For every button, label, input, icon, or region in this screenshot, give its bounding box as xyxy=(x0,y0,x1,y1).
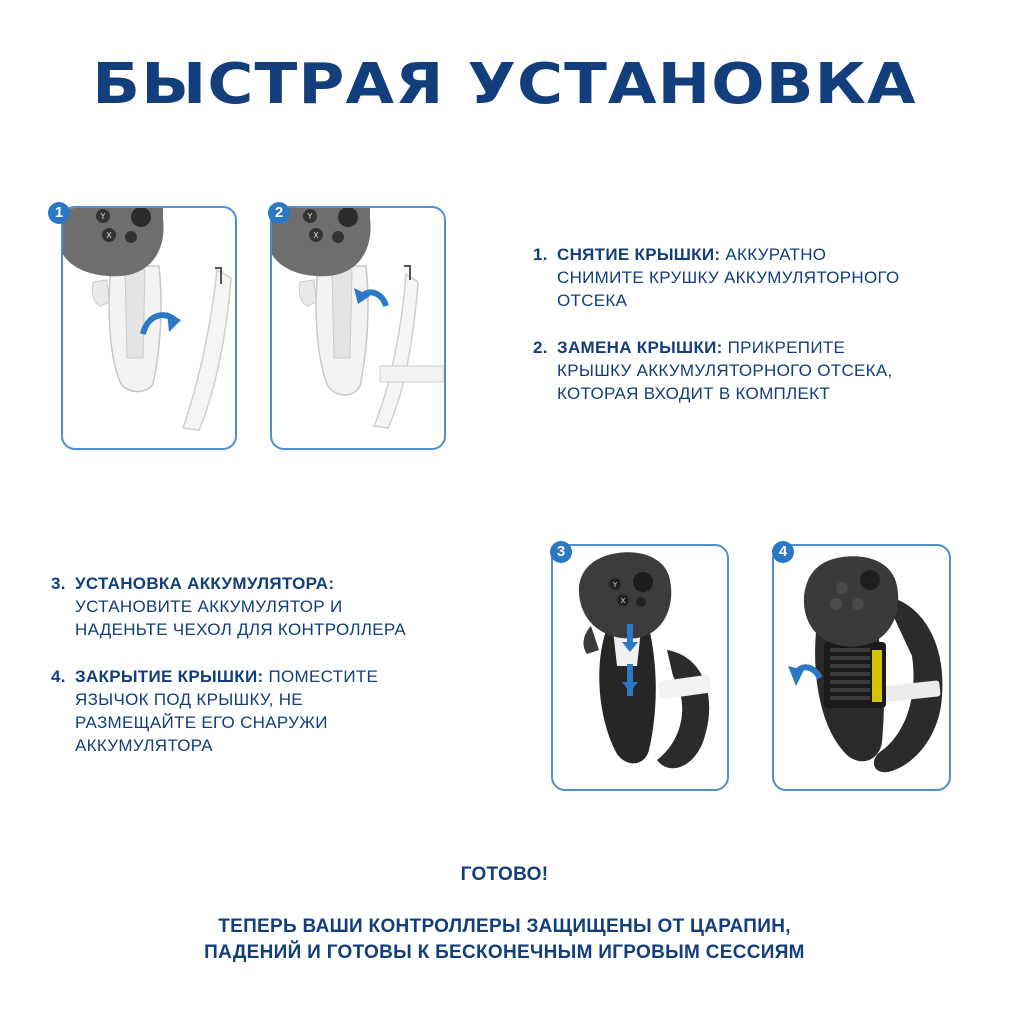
step-1-title: СНЯТИЕ КРЫШКИ: xyxy=(557,245,721,264)
svg-text:X: X xyxy=(313,231,319,240)
step-4-image-panel xyxy=(772,544,951,791)
svg-text:Y: Y xyxy=(100,212,106,221)
step-3-title: УСТАНОВКА АККУМУЛЯТОРА: xyxy=(75,574,335,593)
step-1-number: 1. xyxy=(533,245,548,264)
step-4-line: АККУМУЛЯТОРА xyxy=(75,736,213,755)
step-4-badge: 4 xyxy=(772,541,794,563)
step-3-number: 3. xyxy=(51,574,66,593)
step-4-line: ПОМЕСТИТЕ xyxy=(268,667,379,686)
step-2-line: КОТОРАЯ ВХОДИТ В КОМПЛЕКТ xyxy=(557,384,831,403)
step-2-line: КРЫШКУ АККУМУЛЯТОРНОГО ОТСЕКА, xyxy=(557,361,893,380)
step-4-text xyxy=(51,665,471,757)
step-2-badge: 2 xyxy=(268,202,290,224)
page-title: БЫСТРАЯ УСТАНОВКА xyxy=(92,52,917,117)
step-2-number: 2. xyxy=(533,338,548,357)
controller-black-battery-close-icon xyxy=(774,546,949,789)
step-1-badge: 1 xyxy=(48,202,70,224)
step-3-badge: 3 xyxy=(550,541,572,563)
step-3-line: НАДЕНЬТЕ ЧЕХОЛ ДЛЯ КОНТРОЛЛЕРА xyxy=(75,620,407,639)
step-4-line: ЯЗЫЧОК ПОД КРЫШКУ, НЕ xyxy=(75,690,303,709)
step-3-text xyxy=(51,572,471,641)
step-2-text xyxy=(533,336,973,405)
step-2-title: ЗАМЕНА КРЫШКИ: xyxy=(557,338,723,357)
step-1-text xyxy=(533,243,973,312)
step-4-line: РАЗМЕЩАЙТЕ ЕГО СНАРУЖИ xyxy=(75,713,328,732)
controller-attach-white-cover-icon xyxy=(272,208,444,448)
instructions-steps-3-4 xyxy=(51,572,471,781)
step-1-image-panel xyxy=(61,206,237,450)
step-2-line: ПРИКРЕПИТЕ xyxy=(727,338,846,357)
step-4-number: 4. xyxy=(51,667,66,686)
footer-line-2: ПАДЕНИЙ И ГОТОВЫ К БЕСКОНЕЧНЫМ ИГРОВЫМ СЕССИЯМ xyxy=(204,942,805,963)
step-4-title: ЗАКРЫТИЕ КРЫШКИ: xyxy=(75,667,264,686)
footer-line-1: ТЕПЕРЬ ВАШИ КОНТРОЛЛЕРЫ ЗАЩИЩЕНЫ ОТ ЦАРАПИН, xyxy=(218,916,791,937)
svg-text:X: X xyxy=(106,231,112,240)
svg-text:Y: Y xyxy=(307,212,313,221)
done-heading: ГОТОВО! xyxy=(460,864,549,885)
step-3-image-panel xyxy=(551,544,729,791)
step-1-line: ОТСЕКА xyxy=(557,291,628,310)
svg-text:X: X xyxy=(620,597,626,605)
svg-text:Y: Y xyxy=(612,581,618,589)
step-1-line: СНИМИТЕ КРУШКУ АККУМУЛЯТОРНОГО xyxy=(557,268,900,287)
instructions-steps-1-2 xyxy=(533,243,973,429)
step-2-image-panel xyxy=(270,206,446,450)
step-1-line: АККУРАТНО xyxy=(725,245,827,264)
controller-open-white-cover-icon xyxy=(63,208,235,448)
controller-black-case-insert-icon xyxy=(553,546,727,789)
footer-message xyxy=(0,914,1009,966)
step-3-line: УСТАНОВИТЕ АККУМУЛЯТОР И xyxy=(75,597,343,616)
